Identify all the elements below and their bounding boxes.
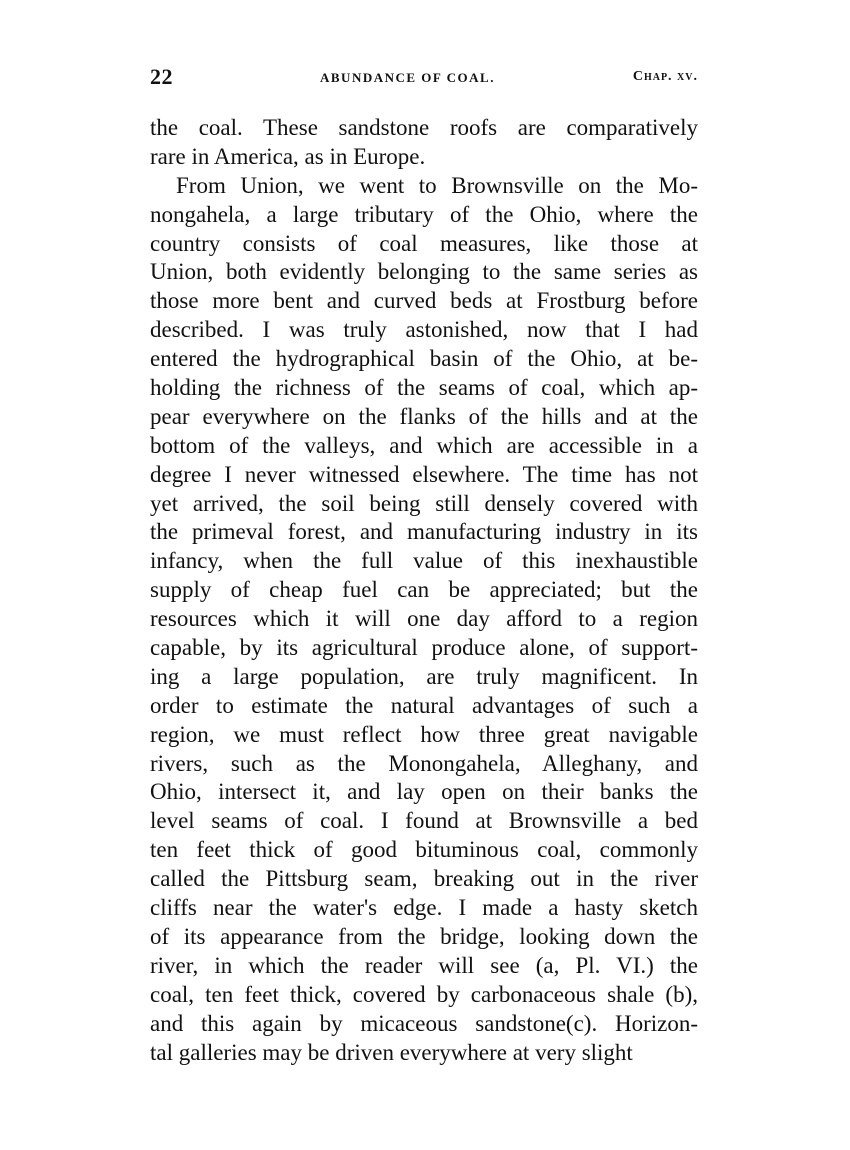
text-line: described. I was truly astonished, now that I had xyxy=(150,317,698,343)
text-line: of its appearance from the bridge, looking down the xyxy=(150,923,698,949)
page-number: 22 xyxy=(150,64,173,89)
text-line: ing a large population, are truly magnificent. In xyxy=(150,663,698,689)
text-line: region, we must reflect how three great navigable xyxy=(150,721,698,747)
text-line: supply of cheap fuel can be appreciated; but the xyxy=(150,577,698,603)
text-line: and this again by micaceous sandstone(c). Horizon- xyxy=(150,1010,698,1036)
paragraph xyxy=(150,172,698,1068)
text-line: country consists of coal measures, like those at xyxy=(150,230,698,256)
text-line: pear everywhere on the flanks of the hills and at the xyxy=(150,403,698,429)
text-line: yet arrived, the soil being still densely covered with xyxy=(150,490,698,516)
text-line: river, in which the reader will see (a, Pl. VI.) the xyxy=(150,952,698,978)
text-line: tal galleries may be driven everywhere at very slight xyxy=(150,1039,633,1065)
chapter-label: Chap. xv. xyxy=(632,69,698,84)
text-line: cliffs near the water's edge. I made a hasty sketch xyxy=(150,895,698,921)
body-text xyxy=(150,114,698,1067)
text-line: holding the richness of the seams of coal, which ap- xyxy=(150,375,698,401)
text-line: entered the hydrographical basin of the Ohio, at be- xyxy=(150,346,698,372)
text-line: order to estimate the natural advantages of such a xyxy=(150,692,698,718)
text-line: called the Pittsburg seam, breaking out in the river xyxy=(150,866,698,892)
text-line: the coal. These sandstone roofs are comparatively xyxy=(150,115,698,140)
text-line: degree I never witnessed elsewhere. The time has not xyxy=(150,461,698,487)
book-page xyxy=(150,60,698,1067)
text-line: capable, by its agricultural produce alone, of support- xyxy=(150,635,698,661)
text-line: rivers, such as the Monongahela, Alleghany, and xyxy=(150,750,698,776)
text-line: Union, both evidently belonging to the same series as xyxy=(150,259,698,285)
text-line: resources which it will one day afford to a region xyxy=(150,606,698,632)
running-head xyxy=(150,60,698,94)
text-line: nongahela, a large tributary of the Ohio, where the xyxy=(150,201,698,227)
text-line: rare in America, as in Europe. xyxy=(150,143,426,169)
text-line: bottom of the valleys, and which are accessible in a xyxy=(150,432,698,458)
running-title: ABUNDANCE OF COAL. xyxy=(320,70,495,85)
text-line: those more bent and curved beds at Frostburg before xyxy=(150,288,698,314)
text-line: the primeval forest, and manufacturing industry in its xyxy=(150,519,698,545)
paragraph xyxy=(150,114,698,172)
text-line: level seams of coal. I found at Brownsville a bed xyxy=(150,808,698,834)
text-line: infancy, when the full value of this inexhaustible xyxy=(150,548,698,574)
text-line: Ohio, intersect it, and lay open on their banks the xyxy=(150,779,698,805)
text-line: ten feet thick of good bituminous coal, commonly xyxy=(150,837,698,863)
text-line: From Union, we went to Brownsville on the Mo- xyxy=(176,172,698,198)
text-line: coal, ten feet thick, covered by carbonaceous shale (b), xyxy=(150,981,698,1007)
